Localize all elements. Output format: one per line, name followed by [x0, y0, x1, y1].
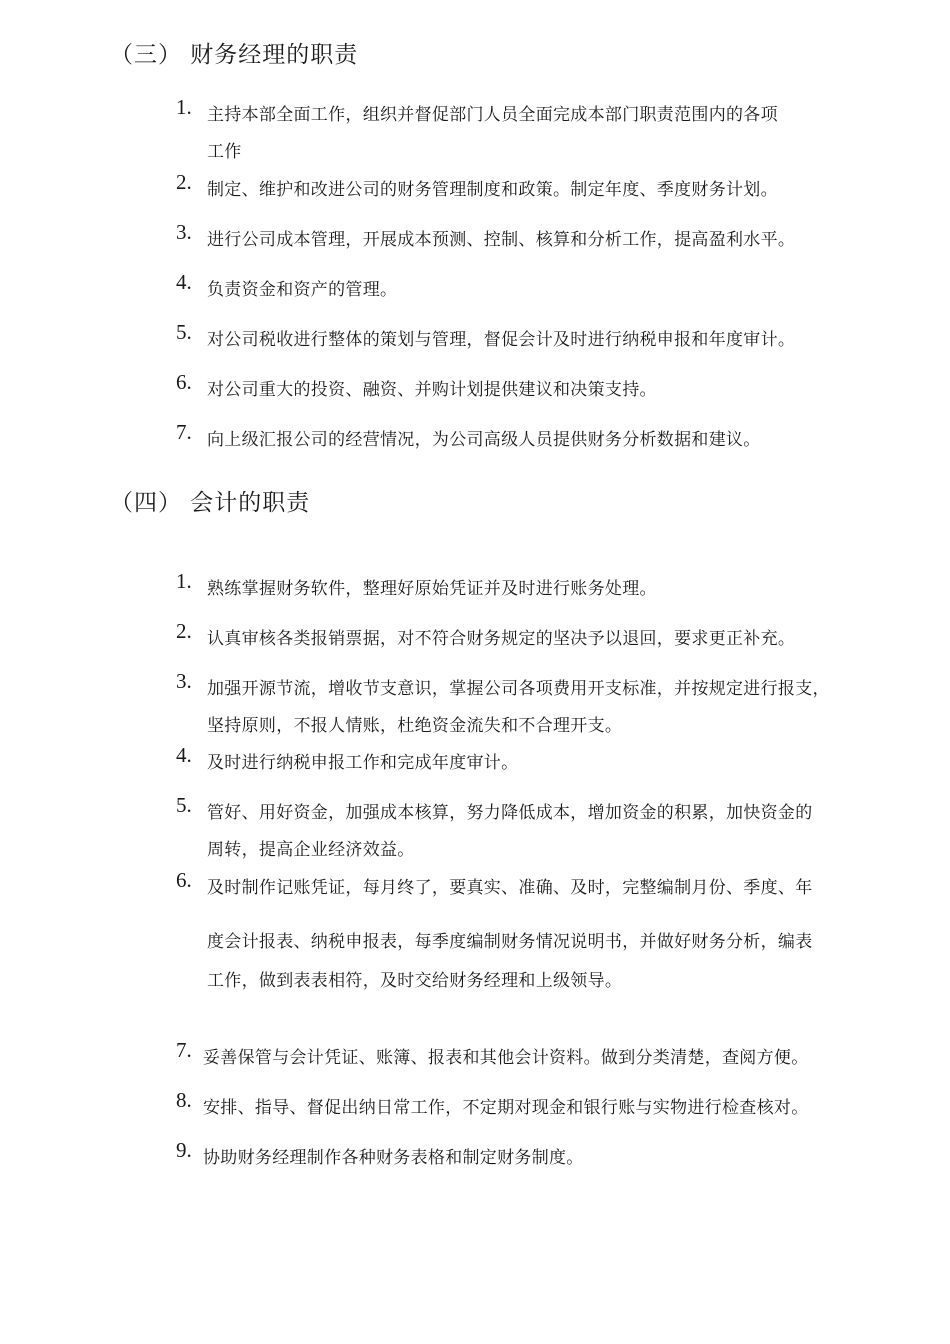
item-number: 6.: [176, 868, 192, 892]
item-line: 向上级汇报公司的经营情况，为公司高级人员提供财务分析数据和建议。: [207, 430, 761, 450]
item-number: 2.: [176, 619, 192, 643]
list-item: [176, 272, 882, 309]
list-item: [176, 1040, 882, 1077]
item-text: [207, 172, 882, 209]
list-item: [176, 795, 882, 869]
item-text: [203, 1140, 882, 1177]
item-line: 坚持原则，不报人情账，杜绝资金流失和不合理开支。: [207, 716, 623, 736]
item-text: [207, 422, 882, 459]
item-line: 熟练掌握财务软件，整理好原始凭证并及时进行账务处理。: [207, 579, 657, 599]
item-line: 协助财务经理制作各种财务表格和制定财务制度。: [203, 1148, 584, 1168]
item-number: 4.: [176, 270, 192, 294]
item-text: [207, 671, 882, 745]
item-number: 6.: [176, 370, 192, 394]
item-line: 认真审核各类报销票据，对不符合财务规定的坚决予以退回，要求更正补充。: [207, 629, 796, 649]
item-number: 3.: [176, 669, 192, 693]
list-item: [176, 870, 882, 1005]
item-text: [207, 322, 882, 359]
item-line: 加强开源节流，增收节支意识，掌握公司各项费用开支标准，并按规定进行报支，: [207, 679, 830, 699]
list-item: [176, 322, 882, 359]
item-line: 工作，做到表表相符，及时交给财务经理和上级领导。: [207, 971, 623, 991]
item-text: [207, 795, 882, 869]
item-number: 3.: [176, 220, 192, 244]
item-number: 7.: [176, 420, 192, 444]
item-line: 负责资金和资产的管理。: [207, 280, 398, 300]
item-text: [207, 222, 882, 259]
item-text: [207, 372, 882, 409]
list-item: [176, 372, 882, 409]
list-item: [176, 1090, 882, 1127]
item-number: 5.: [176, 793, 192, 817]
item-line: 工作: [207, 142, 242, 162]
list-item: [176, 97, 882, 171]
list-item: [176, 172, 882, 209]
item-number: 9.: [176, 1138, 192, 1162]
item-number: 1.: [176, 95, 192, 119]
item-line: 对公司税收进行整体的策划与管理，督促会计及时进行纳税申报和年度审计。: [207, 330, 796, 350]
list-item: [176, 422, 882, 459]
item-number: 7.: [176, 1038, 192, 1062]
item-number: 5.: [176, 320, 192, 344]
item-line: 周转，提高企业经济效益。: [207, 840, 415, 860]
item-line: 主持本部全面工作，组织并督促部门人员全面完成本部门职责范围内的各项: [207, 105, 778, 125]
item-number: 1.: [176, 569, 192, 593]
item-text: [207, 621, 882, 658]
item-line: 及时进行纳税申报工作和完成年度审计。: [207, 753, 519, 773]
list-item: [176, 571, 882, 608]
section-4-heading: （四） 会计的职责: [110, 490, 311, 516]
item-text: [207, 865, 882, 1005]
item-line: 管好、用好资金，加强成本核算，努力降低成本，增加资金的积累，加快资金的: [207, 803, 813, 823]
item-text: [203, 1090, 882, 1127]
section-3-heading: （三） 财务经理的职责: [110, 42, 359, 68]
list-item: [176, 621, 882, 658]
list-item: [176, 1140, 882, 1177]
item-text: [207, 571, 882, 608]
item-text: [207, 97, 882, 171]
item-number: 4.: [176, 743, 192, 767]
item-text: [207, 745, 882, 782]
item-line: 度会计报表、纳税申报表，每季度编制财务情况说明书，并做好财务分析，编表: [207, 932, 813, 952]
list-item: [176, 745, 882, 782]
item-line: 制定、维护和改进公司的财务管理制度和政策。制定年度、季度财务计划。: [207, 180, 778, 200]
item-line: 对公司重大的投资、融资、并购计划提供建议和决策支持。: [207, 380, 657, 400]
item-line: 进行公司成本管理，开展成本预测、控制、核算和分析工作，提高盈利水平。: [207, 230, 796, 250]
item-line: 安排、指导、督促出纳日常工作，不定期对现金和银行账与实物进行检查核对。: [203, 1098, 809, 1118]
item-number: 2.: [176, 170, 192, 194]
list-item: [176, 222, 882, 259]
item-line: 妥善保管与会计凭证、账簿、报表和其他会计资料。做到分类清楚，查阅方便。: [203, 1048, 809, 1068]
list-item: [176, 671, 882, 745]
item-text: [203, 1040, 882, 1077]
item-text: [207, 272, 882, 309]
item-number: 8.: [176, 1088, 192, 1112]
item-line: 及时制作记账凭证，每月终了，要真实、准确、及时，完整编制月份、季度、年: [207, 878, 813, 898]
